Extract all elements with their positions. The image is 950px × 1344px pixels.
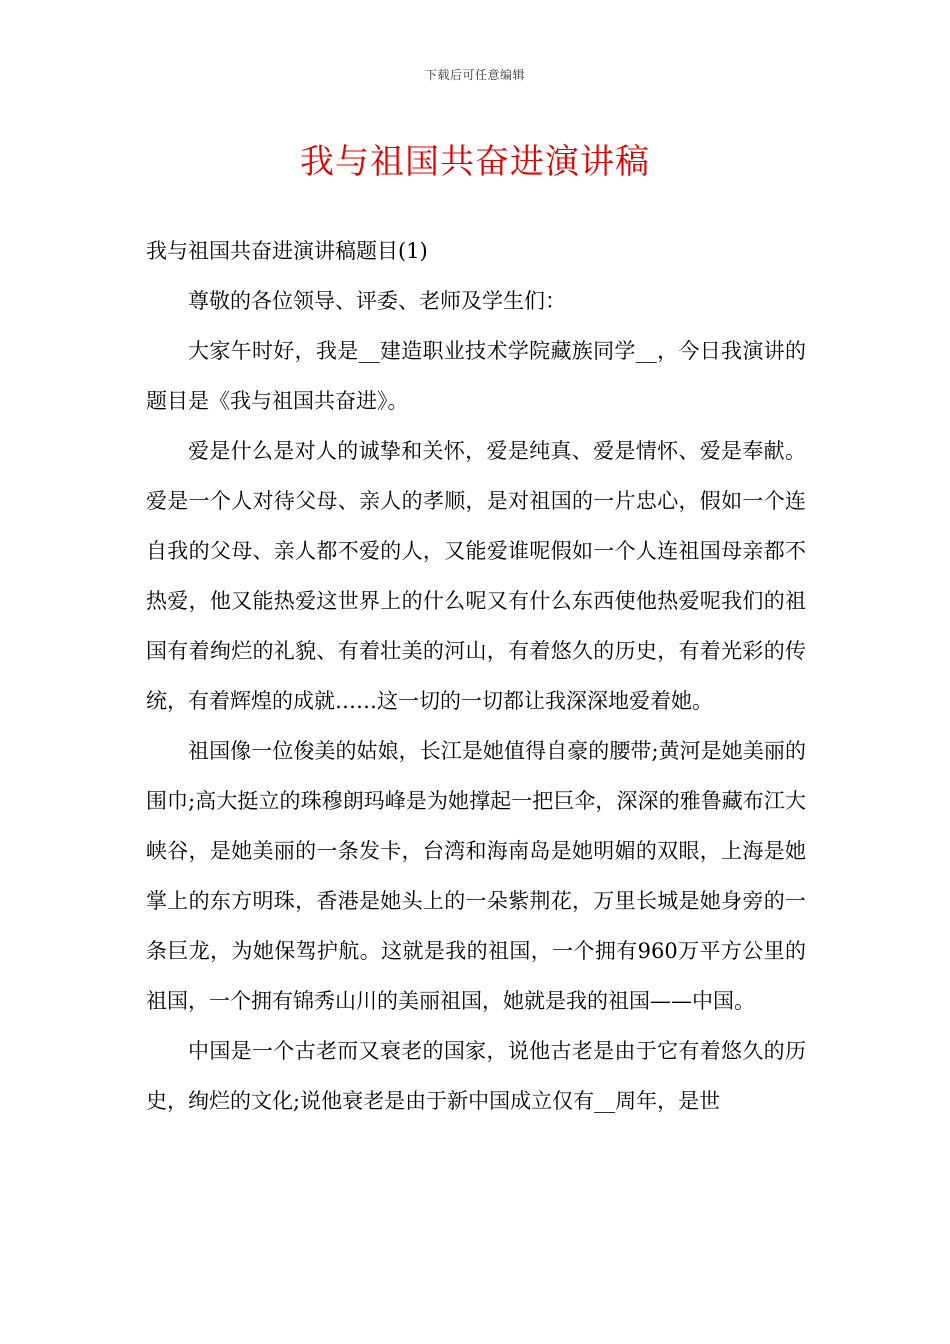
paragraph-china: 中国是一个古老而又衰老的国家，说他古老是由于它有着悠久的历史，绚烂的文化;说他衰老是由于新中国成立仅有__周年，是世 — [146, 1039, 806, 1113]
document-title: 我与祖国共奋进演讲稿 — [300, 142, 650, 182]
paragraph-love: 爱是什么是对人的诚挚和关怀，爱是纯真、爱是情怀、爱是奉献。爱是一个人对待父母、亲人的孝顺，是对祖国的一片忠心，假如一个连自我的父母、亲人都不爱的人，又能爱谁呢假如一个人连祖国母亲都不热爱，他又能热爱这世界上的什么呢又有什么东西使他热爱呢我们的祖国有着绚烂的礼貌、有着壮美的河山，有着悠久的历史，有着光彩的传统，有着辉煌的成就……这一切的一切都让我深深地爱着她。 — [146, 439, 806, 713]
document-body — [146, 226, 806, 1126]
paragraph-intro: 大家午时好，我是__建造职业技术学院藏族同学__，今日我演讲的题目是《我与祖国共奋进》。 — [146, 339, 806, 413]
header-note: 下载后可任意编辑 — [424, 68, 525, 82]
paragraph-motherland: 祖国像一位俊美的姑娘，长江是她值得自豪的腰带;黄河是她美丽的围巾;高大挺立的珠穆朗玛峰是为她撑起一把巨伞，深深的雅鲁藏布江大峡谷，是她美丽的一条发卡，台湾和海南岛是她明媚的双眼，上海是她掌上的东方明珠，香港是她头上的一朵紫荆花，万里长城是她身旁的一条巨龙，为她保驾护航。这就是我的祖国，一个拥有960万平方公里的祖国，一个拥有锦秀山川的美丽祖国，她就是我的祖国——中国。 — [146, 739, 806, 1013]
document-subtitle: 我与祖国共奋进演讲稿题目(1) — [146, 239, 428, 263]
paragraph-greeting: 尊敬的各位领导、评委、老师及学生们： — [188, 289, 566, 313]
